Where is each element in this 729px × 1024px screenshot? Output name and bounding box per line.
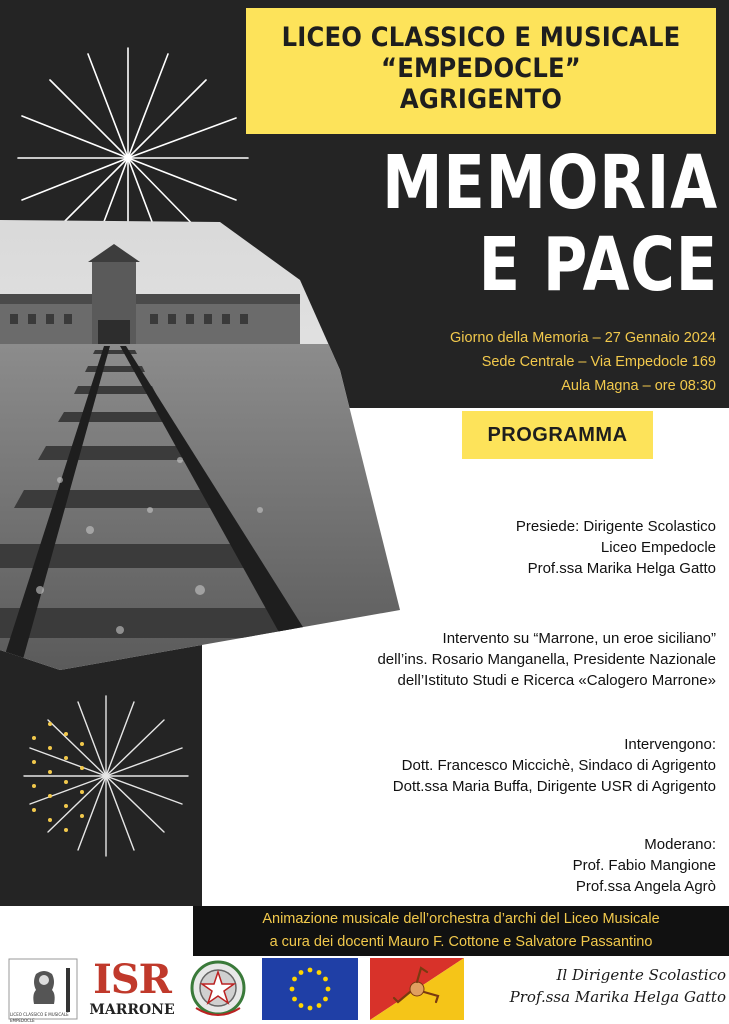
- isr-logo-main: ISR: [93, 956, 171, 1003]
- music-credits-band: [193, 906, 729, 956]
- program-line: Dott. Francesco Miccichè, Sindaco di Agrigento: [401, 757, 716, 774]
- program-block-moderators: [316, 834, 716, 897]
- school-line-3: AGRIGENTO: [399, 84, 563, 115]
- italian-republic-emblem: [186, 958, 250, 1020]
- event-title: [300, 142, 718, 306]
- empedocle-portrait-icon: [8, 958, 78, 1020]
- isr-logo-sub: MARRONE: [89, 1002, 175, 1018]
- school-name-box: [246, 8, 716, 134]
- program-line: Liceo Empedocle: [600, 539, 716, 556]
- program-line: Prof.ssa Marika Helga Gatto: [527, 560, 716, 577]
- liceo-logo-text: LICEO CLASSICO E MUSICALE EMPEDOCLE: [10, 1012, 69, 1023]
- signature-line-2: Prof.ssa Marika Helga Gatto: [509, 988, 726, 1006]
- event-place: Sede Centrale – Via Empedocle 169: [481, 354, 716, 370]
- isr-marrone-logo: [86, 958, 178, 1020]
- european-union-flag: [262, 958, 358, 1020]
- title-line-2: E PACE: [478, 222, 718, 308]
- program-line: dell’Istituto Studi e Ricerca «Calogero Marrone»: [397, 672, 716, 689]
- title-line-1: MEMORIA: [382, 140, 718, 226]
- sicily-flag: [370, 958, 464, 1020]
- program-block-president: [356, 516, 716, 579]
- dotted-burst-icon: [14, 690, 194, 862]
- event-room: Aula Magna – ore 08:30: [561, 378, 716, 394]
- programma-label: PROGRAMMA: [462, 411, 653, 459]
- principal-signature: [470, 964, 726, 1008]
- signature-line-1: Il Dirigente Scolastico: [556, 966, 726, 984]
- program-block-speakers: [316, 734, 716, 797]
- music-credits-line-2: a cura dei docenti Mauro F. Cottone e Salvatore Passantino: [269, 934, 653, 950]
- program-line: Intervengono:: [624, 736, 716, 753]
- event-date: Giorno della Memoria – 27 Gennaio 2024: [450, 330, 716, 346]
- program-line: Presiede: Dirigente Scolastico: [515, 518, 716, 535]
- event-info: [380, 326, 716, 398]
- program-line: Moderano:: [644, 836, 716, 853]
- liceo-empedocle-logo: [8, 958, 78, 1023]
- program-block-intervention: [356, 628, 716, 691]
- program-line: Prof.ssa Angela Agrò: [575, 878, 716, 895]
- program-line: Intervento su “Marrone, un eroe siciliano”: [442, 630, 716, 647]
- republic-emblem-icon: [186, 958, 250, 1020]
- program-line: dell’ins. Rosario Manganella, Presidente Nazionale: [377, 651, 716, 668]
- sicily-trinacria-icon: [370, 958, 464, 1020]
- school-line-1: LICEO CLASSICO E MUSICALE: [281, 22, 681, 53]
- school-line-2: “EMPEDOCLE”: [381, 53, 581, 84]
- program-line: Dott.ssa Maria Buffa, Dirigente USR di Agrigento: [392, 778, 716, 795]
- eu-flag-icon: [262, 958, 358, 1020]
- music-credits-line-1: Animazione musicale dell’orchestra d’archi del Liceo Musicale: [262, 911, 660, 927]
- program-line: Prof. Fabio Mangione: [572, 857, 716, 874]
